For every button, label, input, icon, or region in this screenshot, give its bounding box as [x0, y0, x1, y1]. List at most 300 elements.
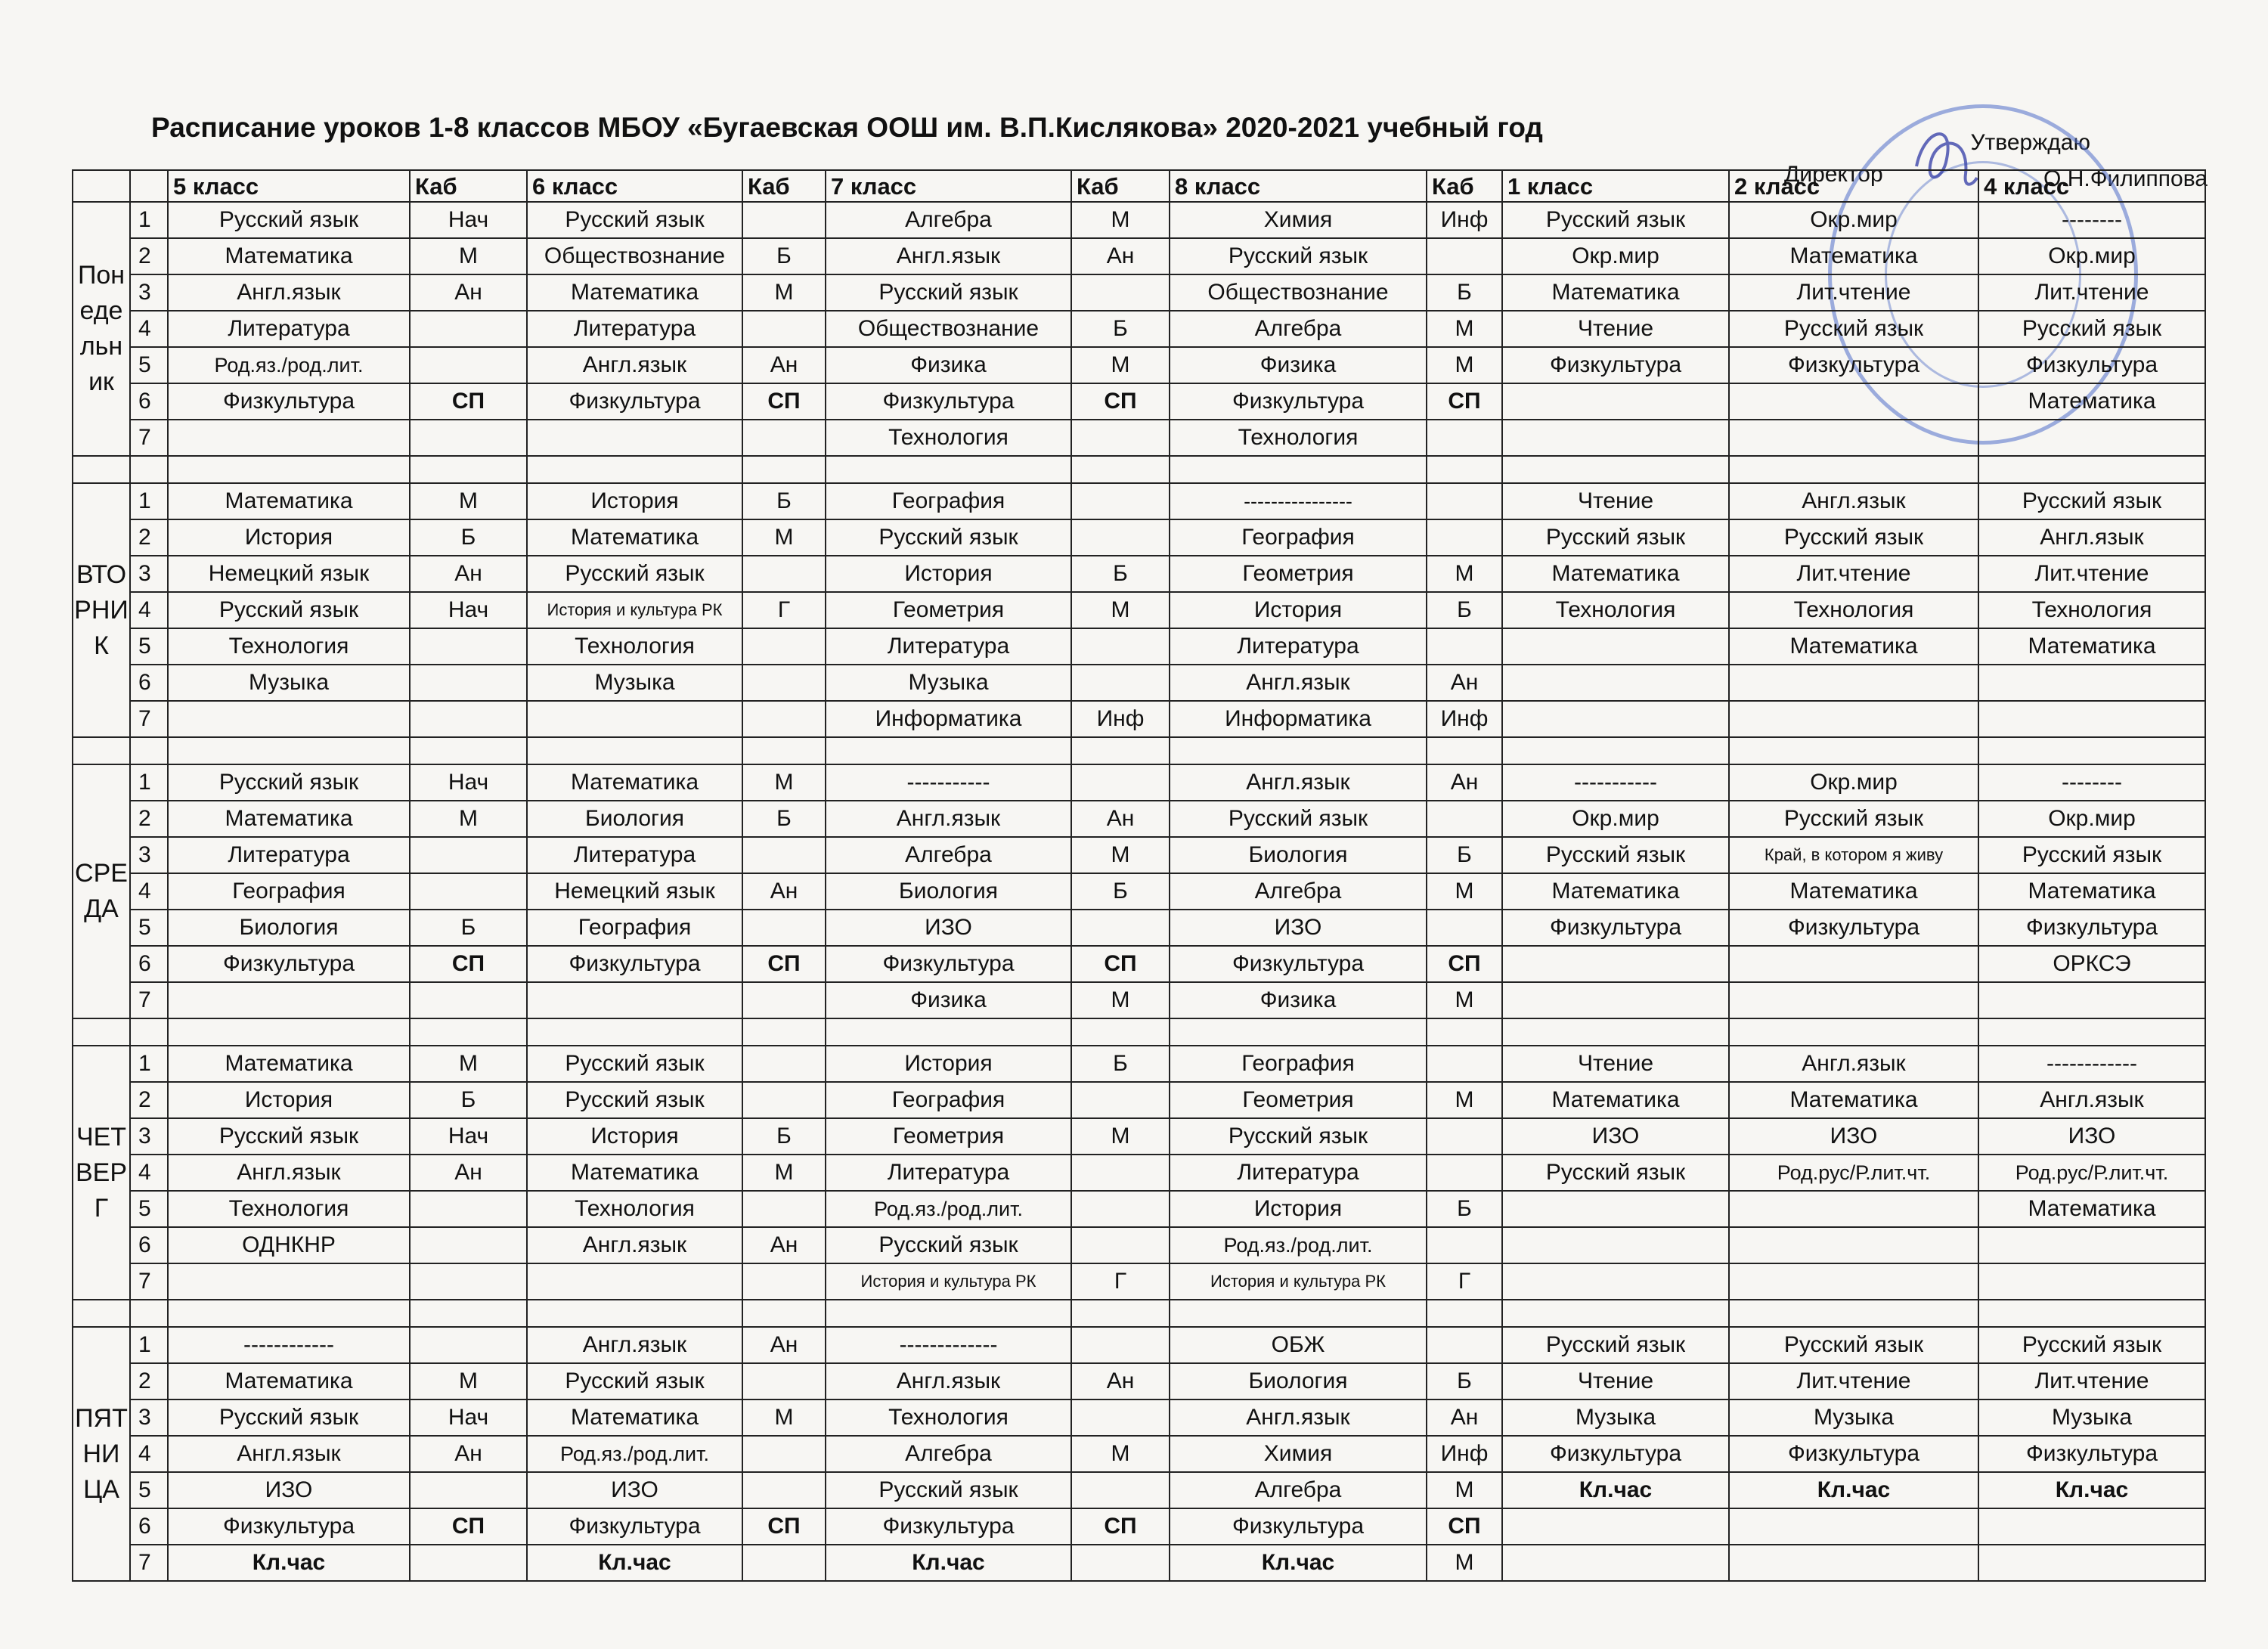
subject-cell: Русский язык [168, 1399, 410, 1436]
room-cell: М [1427, 873, 1502, 910]
subject-cell [168, 1263, 410, 1300]
subject-cell: Англ.язык [527, 1227, 742, 1263]
lesson-number: 5 [130, 1191, 168, 1227]
subject-cell: Технология [1978, 592, 2205, 628]
room-cell: М [410, 483, 527, 519]
empty-cell [742, 1018, 826, 1046]
lesson-row [73, 1046, 2205, 1082]
subject-cell [1502, 982, 1729, 1018]
empty-cell [826, 1300, 1071, 1327]
room-cell [1427, 801, 1502, 837]
subject-cell [1978, 1508, 2205, 1545]
subject-cell [1729, 420, 1978, 456]
empty-cell [1427, 1300, 1502, 1327]
subject-cell: ИЗО [826, 910, 1071, 946]
room-cell [742, 1191, 826, 1227]
subject-cell: ----------- [826, 764, 1071, 801]
subject-cell: Физкультура [1170, 383, 1427, 420]
subject-cell [1978, 982, 2205, 1018]
room-cell [1427, 483, 1502, 519]
room-cell: М [1071, 1118, 1170, 1155]
subject-cell: Технология [826, 420, 1071, 456]
subject-cell: Технология [1729, 592, 1978, 628]
subject-cell: Технология [1502, 592, 1729, 628]
lesson-row [73, 1227, 2205, 1263]
room-cell: Г [1427, 1263, 1502, 1300]
column-header: 4 класс [1978, 170, 2205, 202]
subject-cell: Русский язык [1502, 837, 1729, 873]
lesson-number: 5 [130, 628, 168, 665]
room-cell: М [742, 519, 826, 556]
room-cell [1427, 238, 1502, 274]
lesson-number: 6 [130, 946, 168, 982]
room-cell [410, 1263, 527, 1300]
subject-cell: Физкультура [168, 383, 410, 420]
subject-cell [1729, 982, 1978, 1018]
room-cell [1071, 519, 1170, 556]
room-cell: СП [410, 1508, 527, 1545]
room-cell [1071, 1472, 1170, 1508]
subject-cell [1978, 1545, 2205, 1581]
subject-cell: Физкультура [1502, 1436, 1729, 1472]
empty-cell [1978, 737, 2205, 764]
day-separator-row [73, 1018, 2205, 1046]
subject-cell: Математика [1729, 1082, 1978, 1118]
lesson-row [73, 982, 2205, 1018]
subject-cell: Англ.язык [168, 1155, 410, 1191]
subject-cell: Геометрия [1170, 1082, 1427, 1118]
subject-cell: Русский язык [168, 764, 410, 801]
subject-cell: Физкультура [826, 1508, 1071, 1545]
lesson-row [73, 1155, 2205, 1191]
empty-cell [1427, 737, 1502, 764]
subject-cell: Кл.час [1978, 1472, 2205, 1508]
subject-cell: Русский язык [1170, 1118, 1427, 1155]
subject-cell: Музыка [1502, 1399, 1729, 1436]
room-cell: Инф [1427, 202, 1502, 238]
column-header: Каб [742, 170, 826, 202]
lesson-row [73, 519, 2205, 556]
subject-cell: Англ.язык [527, 1327, 742, 1363]
subject-cell: Физкультура [1170, 1508, 1427, 1545]
subject-cell: Чтение [1502, 1363, 1729, 1399]
subject-cell: Физика [1170, 982, 1427, 1018]
empty-cell [410, 1018, 527, 1046]
room-cell [742, 556, 826, 592]
room-cell: Б [742, 238, 826, 274]
subject-cell: Алгебра [826, 202, 1071, 238]
room-cell [742, 1545, 826, 1581]
empty-cell [73, 456, 130, 483]
subject-cell: Технология [527, 1191, 742, 1227]
subject-cell: Физкультура [826, 946, 1071, 982]
subject-cell: Математика [527, 519, 742, 556]
day-label: ВТОРНИК [73, 483, 130, 737]
room-cell [1071, 1227, 1170, 1263]
subject-cell: -------- [1978, 202, 2205, 238]
empty-cell [73, 1018, 130, 1046]
header-row [73, 170, 2205, 202]
room-cell: М [1071, 1436, 1170, 1472]
room-cell: Б [410, 910, 527, 946]
room-cell: М [1427, 1082, 1502, 1118]
room-cell: Нач [410, 202, 527, 238]
room-cell: СП [410, 383, 527, 420]
empty-cell [1978, 456, 2205, 483]
subject-cell: Технология [168, 1191, 410, 1227]
subject-cell: Физика [826, 347, 1071, 383]
room-cell: Б [742, 483, 826, 519]
room-cell [742, 311, 826, 347]
room-cell: Б [410, 1082, 527, 1118]
subject-cell: Русский язык [1170, 801, 1427, 837]
subject-cell [1729, 1191, 1978, 1227]
room-cell: СП [742, 383, 826, 420]
room-cell [1071, 1399, 1170, 1436]
lesson-row [73, 420, 2205, 456]
room-cell: М [410, 1046, 527, 1082]
room-cell: М [1071, 202, 1170, 238]
room-cell: Ан [1071, 238, 1170, 274]
lesson-number: 6 [130, 1508, 168, 1545]
subject-cell: Род.рус/Р.лит.чт. [1729, 1155, 1978, 1191]
lesson-number: 1 [130, 764, 168, 801]
room-cell [1071, 1191, 1170, 1227]
day-separator-row [73, 737, 2205, 764]
room-cell: М [1427, 347, 1502, 383]
room-cell: М [742, 274, 826, 311]
lesson-number: 2 [130, 801, 168, 837]
subject-cell: Русский язык [1978, 837, 2205, 873]
subject-cell: Литература [1170, 1155, 1427, 1191]
room-cell: М [1071, 592, 1170, 628]
empty-cell [168, 1300, 410, 1327]
subject-cell: История [1170, 592, 1427, 628]
room-cell: М [1071, 837, 1170, 873]
lesson-number: 6 [130, 1227, 168, 1263]
empty-cell [168, 1018, 410, 1046]
room-cell [1071, 1155, 1170, 1191]
subject-cell: ИЗО [1170, 910, 1427, 946]
subject-cell: Англ.язык [527, 347, 742, 383]
column-header: 1 класс [1502, 170, 1729, 202]
room-cell: М [742, 764, 826, 801]
subject-cell: Лит.чтение [1729, 556, 1978, 592]
empty-cell [527, 1018, 742, 1046]
empty-cell [742, 737, 826, 764]
subject-cell: Информатика [826, 701, 1071, 737]
subject-cell: Русский язык [1978, 483, 2205, 519]
room-cell [1071, 483, 1170, 519]
room-cell: СП [1071, 383, 1170, 420]
room-cell [1427, 1118, 1502, 1155]
subject-cell: Англ.язык [1729, 1046, 1978, 1082]
room-cell [410, 347, 527, 383]
room-cell: СП [1427, 1508, 1502, 1545]
subject-cell: Математика [527, 764, 742, 801]
subject-cell: Биология [1170, 837, 1427, 873]
empty-cell [1502, 737, 1729, 764]
subject-cell: Лит.чтение [1978, 274, 2205, 311]
subject-cell: ИЗО [1729, 1118, 1978, 1155]
room-cell: Инф [1427, 701, 1502, 737]
empty-cell [1170, 737, 1427, 764]
subject-cell: Технология [1170, 420, 1427, 456]
subject-cell [1729, 665, 1978, 701]
room-cell [742, 1363, 826, 1399]
room-cell: Ан [1427, 1399, 1502, 1436]
subject-cell: История и культура РК [826, 1263, 1071, 1300]
room-cell [742, 628, 826, 665]
empty-cell [410, 456, 527, 483]
room-cell [742, 910, 826, 946]
subject-cell: Русский язык [1729, 801, 1978, 837]
room-cell: Инф [1071, 701, 1170, 737]
empty-cell [1170, 1018, 1427, 1046]
subject-cell [1978, 1263, 2205, 1300]
room-cell [742, 420, 826, 456]
subject-cell [1502, 1508, 1729, 1545]
empty-cell [742, 1300, 826, 1327]
subject-cell: Русский язык [168, 592, 410, 628]
subject-cell: Русский язык [826, 1472, 1071, 1508]
room-cell: Ан [742, 873, 826, 910]
room-cell: М [1427, 1545, 1502, 1581]
subject-cell: Геометрия [1170, 556, 1427, 592]
room-cell [1427, 1046, 1502, 1082]
subject-cell: Физкультура [1170, 946, 1427, 982]
room-cell: Г [742, 592, 826, 628]
empty-cell [527, 737, 742, 764]
subject-cell: -------- [1978, 764, 2205, 801]
subject-cell: Физкультура [168, 946, 410, 982]
lesson-row [73, 483, 2205, 519]
subject-cell: Литература [527, 311, 742, 347]
subject-cell: Окр.мир [1502, 801, 1729, 837]
subject-cell: Физкультура [1729, 347, 1978, 383]
subject-cell [1729, 1508, 1978, 1545]
lesson-number: 5 [130, 1472, 168, 1508]
room-cell: М [742, 1399, 826, 1436]
room-cell: Ан [410, 274, 527, 311]
subject-cell: ------------ [1978, 1046, 2205, 1082]
subject-cell [1729, 1227, 1978, 1263]
room-cell [1427, 1327, 1502, 1363]
subject-cell: Математика [1729, 873, 1978, 910]
subject-cell: Литература [826, 1155, 1071, 1191]
subject-cell: Литература [168, 837, 410, 873]
room-cell: М [1071, 982, 1170, 1018]
subject-cell [1502, 701, 1729, 737]
subject-cell: Род.рус/Р.лит.чт. [1978, 1155, 2205, 1191]
subject-cell: Русский язык [826, 1227, 1071, 1263]
subject-cell: Информатика [1170, 701, 1427, 737]
subject-cell: Кл.час [527, 1545, 742, 1581]
subject-cell: Музыка [1978, 1399, 2205, 1436]
room-cell [410, 311, 527, 347]
lesson-row [73, 1399, 2205, 1436]
room-cell: Ан [742, 1227, 826, 1263]
lesson-row [73, 1191, 2205, 1227]
subject-cell: Биология [1170, 1363, 1427, 1399]
lesson-number: 5 [130, 910, 168, 946]
subject-cell: Русский язык [826, 274, 1071, 311]
subject-cell: ------------- [826, 1327, 1071, 1363]
column-header: 6 класс [527, 170, 742, 202]
day-label: СРЕДА [73, 764, 130, 1018]
subject-cell: Математика [1978, 383, 2205, 420]
lesson-row [73, 556, 2205, 592]
subject-cell: История [168, 1082, 410, 1118]
room-cell: Нач [410, 1118, 527, 1155]
subject-cell: Русский язык [1502, 1327, 1729, 1363]
subject-cell: География [1170, 519, 1427, 556]
room-cell: Б [410, 519, 527, 556]
lesson-number: 7 [130, 1263, 168, 1300]
room-cell: Ан [410, 556, 527, 592]
subject-cell: Лит.чтение [1978, 556, 2205, 592]
room-cell: М [1071, 347, 1170, 383]
room-cell [410, 1227, 527, 1263]
lesson-row [73, 628, 2205, 665]
subject-cell: ОБЖ [1170, 1327, 1427, 1363]
lesson-number: 4 [130, 1436, 168, 1472]
subject-cell: Математика [168, 801, 410, 837]
room-cell [742, 1046, 826, 1082]
lesson-row [73, 1263, 2205, 1300]
room-cell [742, 982, 826, 1018]
subject-cell: ИЗО [1502, 1118, 1729, 1155]
subject-cell: История [527, 483, 742, 519]
empty-cell [130, 737, 168, 764]
room-cell [1427, 519, 1502, 556]
subject-cell: Чтение [1502, 1046, 1729, 1082]
subject-cell: Литература [168, 311, 410, 347]
subject-cell: Математика [1729, 628, 1978, 665]
subject-cell: Биология [826, 873, 1071, 910]
room-cell: М [1427, 1472, 1502, 1508]
lesson-number: 7 [130, 982, 168, 1018]
subject-cell: Русский язык [1502, 1155, 1729, 1191]
empty-cell [130, 456, 168, 483]
empty-cell [527, 456, 742, 483]
lesson-row [73, 910, 2205, 946]
subject-cell: Русский язык [527, 1363, 742, 1399]
subject-cell: История [168, 519, 410, 556]
subject-cell: ОДНКНР [168, 1227, 410, 1263]
room-cell: М [410, 1363, 527, 1399]
subject-cell [1978, 665, 2205, 701]
subject-cell: Чтение [1502, 311, 1729, 347]
lesson-row [73, 873, 2205, 910]
room-cell: Нач [410, 592, 527, 628]
room-cell [410, 873, 527, 910]
subject-cell [1978, 1227, 2205, 1263]
column-header [130, 170, 168, 202]
subject-cell: Физкультура [826, 383, 1071, 420]
subject-cell: История и культура РК [527, 592, 742, 628]
column-header [73, 170, 130, 202]
subject-cell: ------------ [168, 1327, 410, 1363]
empty-cell [826, 1018, 1071, 1046]
subject-cell: Биология [168, 910, 410, 946]
subject-cell: Англ.язык [1170, 764, 1427, 801]
lesson-row [73, 202, 2205, 238]
subject-cell: Русский язык [1978, 1327, 2205, 1363]
schedule-table [72, 169, 2206, 1582]
empty-cell [1729, 737, 1978, 764]
subject-cell: Математика [168, 1046, 410, 1082]
lesson-number: 3 [130, 274, 168, 311]
subject-cell: Англ.язык [1978, 1082, 2205, 1118]
subject-cell: Алгебра [1170, 311, 1427, 347]
subject-cell: Физкультура [527, 383, 742, 420]
day-separator-row [73, 1300, 2205, 1327]
subject-cell [1729, 1545, 1978, 1581]
subject-cell: Геометрия [826, 1118, 1071, 1155]
lesson-number: 7 [130, 1545, 168, 1581]
subject-cell: Русский язык [1729, 519, 1978, 556]
empty-cell [826, 737, 1071, 764]
room-cell [410, 1545, 527, 1581]
room-cell [742, 837, 826, 873]
subject-cell: География [527, 910, 742, 946]
director-name: О.Н.Филиппова [2043, 166, 2208, 191]
room-cell: Б [1427, 592, 1502, 628]
room-cell: Б [1427, 1363, 1502, 1399]
subject-cell: История [826, 1046, 1071, 1082]
subject-cell: Кл.час [168, 1545, 410, 1581]
lesson-number: 3 [130, 556, 168, 592]
subject-cell: Химия [1170, 1436, 1427, 1472]
lesson-row [73, 1118, 2205, 1155]
subject-cell [527, 701, 742, 737]
subject-cell: Обществознание [527, 238, 742, 274]
empty-cell [73, 1300, 130, 1327]
room-cell [1071, 274, 1170, 311]
lesson-row [73, 238, 2205, 274]
room-cell: СП [1071, 1508, 1170, 1545]
room-cell: Б [742, 801, 826, 837]
lesson-number: 1 [130, 1327, 168, 1363]
subject-cell: Лит.чтение [1978, 1363, 2205, 1399]
lesson-number: 4 [130, 592, 168, 628]
column-header: Каб [410, 170, 527, 202]
lesson-number: 7 [130, 420, 168, 456]
room-cell: Г [1071, 1263, 1170, 1300]
room-cell [742, 1263, 826, 1300]
subject-cell: Англ.язык [1978, 519, 2205, 556]
subject-cell: Математика [1978, 628, 2205, 665]
subject-cell: Русский язык [1502, 202, 1729, 238]
room-cell [742, 1082, 826, 1118]
room-cell [410, 701, 527, 737]
empty-cell [1427, 456, 1502, 483]
subject-cell: Физкультура [1978, 910, 2205, 946]
subject-cell: Технология [826, 1399, 1071, 1436]
subject-cell: Немецкий язык [168, 556, 410, 592]
column-header: 7 класс [826, 170, 1071, 202]
subject-cell: Математика [527, 274, 742, 311]
lesson-row [73, 1327, 2205, 1363]
subject-cell: Род.яз./род.лит. [826, 1191, 1071, 1227]
room-cell [410, 665, 527, 701]
room-cell [1427, 1155, 1502, 1191]
lesson-number: 2 [130, 1363, 168, 1399]
room-cell: Ан [410, 1155, 527, 1191]
subject-cell [1729, 383, 1978, 420]
room-cell: СП [1427, 383, 1502, 420]
